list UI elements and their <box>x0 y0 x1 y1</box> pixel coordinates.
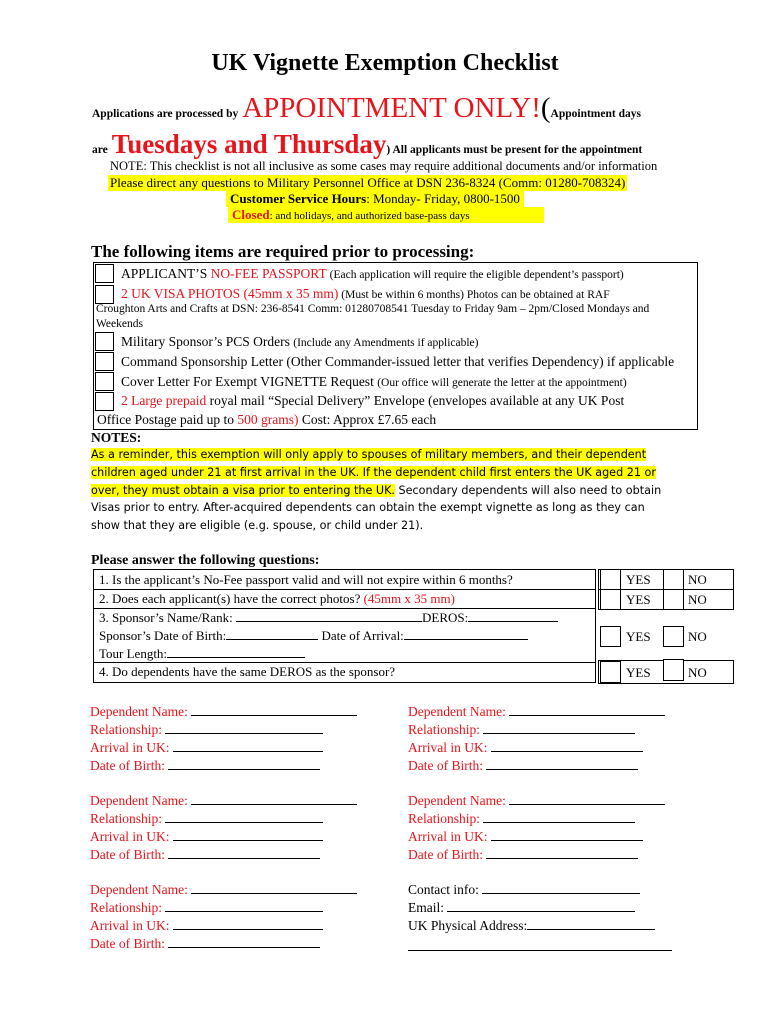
relationship-label: Relationship: <box>90 722 166 737</box>
q2-yes-checkbox[interactable] <box>600 589 621 610</box>
dependent-name-label: Dependent Name: <box>90 882 192 897</box>
envelope-weight: 500 grams) <box>237 412 299 427</box>
relationship-field[interactable] <box>165 732 323 734</box>
arrival-field[interactable] <box>491 839 643 841</box>
arrival-date-label: Date of Arrival: <box>318 628 404 643</box>
envelope-cost: Cost: Approx £7.65 each <box>298 412 437 427</box>
dob-field[interactable] <box>168 768 320 770</box>
item-photos-line2: Croughton Arts and Crafts at DSN: 236-8541 Comm: 01280708541 Tuesday to Friday 9am – 2pm/Closed Mondays and <box>96 303 650 315</box>
item-envelope-line2 <box>97 412 436 428</box>
notes-line3 <box>91 484 661 497</box>
q1-yes-label: YES <box>626 572 651 587</box>
item-photos-note: (Must be within 6 months) Photos can be obtained at RAF <box>338 289 610 301</box>
item-cover-letter <box>121 374 627 390</box>
arrival-label: Arrival in UK: <box>408 829 491 844</box>
q1-no-label: NO <box>688 572 707 587</box>
dob-label: Date of Birth: <box>408 847 487 862</box>
item-passport-label: APPLICANT’S <box>121 266 211 281</box>
hours-label: Customer Service Hours <box>230 191 367 206</box>
item-pcs-note: (Include any Amendments if applicable) <box>293 337 479 349</box>
questions-heading: Please answer the following questions: <box>91 553 320 568</box>
appointment-days-value: Tuesdays and Thursday <box>111 129 387 159</box>
item-pcs-label: Military Sponsor’s PCS Orders <box>121 334 294 349</box>
relationship-field[interactable] <box>165 910 323 912</box>
email-label: Email: <box>408 900 448 915</box>
direct-questions-text: Please direct any questions to Military Personnel Office at DSN 236-8324 (Comm: 01280-708324) <box>110 175 626 190</box>
tour-length-label: Tour Length: <box>99 646 168 661</box>
notes-line2-text: children aged under 21 at first arrival in the UK. If the dependent child first enters the UK aged 21 or <box>91 466 656 479</box>
dob-field[interactable] <box>486 768 638 770</box>
closed-value: : and holidays, and authorized base-pass days <box>269 210 470 222</box>
arrival-label: Arrival in UK: <box>90 829 173 844</box>
item-photos-line3: Weekends <box>96 318 143 330</box>
item-cover-label: Cover Letter For Exempt VIGNETTE Request <box>121 374 378 389</box>
closed-label: Closed <box>232 207 270 222</box>
item-passport <box>121 266 624 282</box>
item-envelope <box>121 393 624 409</box>
q3-yes-checkbox[interactable] <box>600 626 621 647</box>
dependent-name-field[interactable] <box>191 714 357 716</box>
email-field[interactable] <box>447 910 635 912</box>
dependent-name-field[interactable] <box>509 803 665 805</box>
relationship-label: Relationship: <box>90 900 166 915</box>
notes-line1 <box>91 448 646 461</box>
question-4: 4. Do dependents have the same DEROS as the sponsor? <box>99 664 396 679</box>
dob-label: Date of Birth: <box>408 758 487 773</box>
contact-info-label: Contact info: <box>408 882 483 897</box>
notes-line3-rest: Secondary dependents will also need to obtain <box>394 484 662 497</box>
contact-info-field[interactable] <box>482 892 640 894</box>
dependent-name-label: Dependent Name: <box>90 704 192 719</box>
relationship-field[interactable] <box>165 821 323 823</box>
q2-no-checkbox[interactable] <box>663 589 684 610</box>
dependent-name-label: Dependent Name: <box>90 793 192 808</box>
sponsor-name-label: 3. Sponsor’s Name/Rank: <box>99 610 236 625</box>
dependent-block-2 <box>408 703 665 775</box>
paren-open: ( <box>540 92 551 124</box>
are-word: are <box>92 144 108 156</box>
direct-questions <box>108 175 627 191</box>
dob-label: Date of Birth: <box>90 847 169 862</box>
checkbox-sponsorship-letter[interactable] <box>95 352 114 371</box>
item-photos <box>121 286 610 302</box>
q3-yes-label: YES <box>626 629 651 644</box>
relationship-label: Relationship: <box>90 811 166 826</box>
sponsor-dob-field[interactable] <box>226 638 318 640</box>
arrival-label: Arrival in UK: <box>90 918 173 933</box>
hours-value: : Monday- Friday, 0800-1500 <box>366 191 520 206</box>
address-field[interactable] <box>527 928 655 930</box>
relationship-field[interactable] <box>483 732 635 734</box>
q1-yes-checkbox[interactable] <box>600 569 621 590</box>
q3-no-label: NO <box>688 629 707 644</box>
service-hours <box>226 191 524 207</box>
sponsor-dob-label: Sponsor’s Date of Birth: <box>99 628 227 643</box>
item-photos-label: 2 UK VISA PHOTOS (45mm x 35 mm) <box>121 286 339 301</box>
checkbox-photos[interactable] <box>95 285 114 304</box>
deros-field[interactable] <box>468 620 558 622</box>
question-2-size: (45mm x 35 mm) <box>363 591 455 606</box>
relationship-label: Relationship: <box>408 722 484 737</box>
envelope-postage: Office Postage paid up to <box>97 412 238 427</box>
dependent-name-label: Dependent Name: <box>408 793 510 808</box>
item-passport-note: (Each application will require the eligible dependent’s passport) <box>326 269 624 281</box>
dob-label: Date of Birth: <box>90 936 169 951</box>
dependent-block-1 <box>90 703 357 775</box>
arrival-field[interactable] <box>173 750 323 752</box>
q2-no-label: NO <box>688 592 707 607</box>
arrival-label: Arrival in UK: <box>90 740 173 755</box>
q4-no-label: NO <box>688 665 707 680</box>
arrival-field[interactable] <box>173 928 323 930</box>
q4-yes-checkbox[interactable] <box>600 661 621 683</box>
checkbox-pcs-orders[interactable] <box>95 332 114 351</box>
applications-prefix: Applications are processed by <box>92 108 239 120</box>
dob-field[interactable] <box>168 857 320 859</box>
question-2-text: 2. Does each applicant(s) have the correct photos? <box>99 591 364 606</box>
days-line <box>92 129 642 160</box>
notes-line3-highlight: over, they must obtain a visa prior to entering the UK. <box>91 484 395 497</box>
item-passport-type: NO-FEE PASSPORT <box>210 266 327 281</box>
dependent-name-field[interactable] <box>191 803 357 805</box>
question-3-tour <box>99 646 305 662</box>
item-envelope-label: 2 Large prepaid <box>121 393 207 408</box>
question-1: 1. Is the applicant’s No-Fee passport valid and will not expire within 6 months? <box>99 572 513 587</box>
checkbox-cover-letter[interactable] <box>95 372 114 391</box>
q3-no-checkbox[interactable] <box>663 626 684 647</box>
arrival-field[interactable] <box>173 839 323 841</box>
page-title: UK Vignette Exemption Checklist <box>211 50 559 76</box>
item-envelope-desc: royal mail “Special Delivery” Envelope (envelopes available at any UK Post <box>206 393 625 408</box>
question-3-dob <box>99 628 528 644</box>
closed-line <box>228 207 544 223</box>
q2-yes-label: YES <box>626 592 651 607</box>
arrival-field[interactable] <box>491 750 643 752</box>
notes-line4: Visas prior to entry. After-acquired dependents can obtain the exempt vignette as long as they can <box>91 501 645 514</box>
checkbox-passport[interactable] <box>95 264 114 283</box>
item-pcs-orders <box>121 334 478 350</box>
sponsor-name-field[interactable] <box>236 620 422 622</box>
required-heading: The following items are required prior to processing: <box>91 242 475 261</box>
checkbox-envelope[interactable] <box>95 392 114 411</box>
relationship-field[interactable] <box>483 821 635 823</box>
q4-no-checkbox[interactable] <box>663 659 684 681</box>
notes-line2 <box>91 466 656 479</box>
inclusive-note: NOTE: This checklist is not all inclusive as some cases may require additional documents and/or information <box>110 159 658 173</box>
address-field-line2[interactable] <box>408 949 672 951</box>
tour-length-field[interactable] <box>167 656 305 658</box>
notes-line1-text: As a reminder, this exemption will only apply to spouses of military members, and their dependent <box>91 448 647 461</box>
dependent-block-3 <box>90 792 357 864</box>
dependent-block-4 <box>408 792 665 864</box>
appointment-days: Appointment days <box>550 108 641 120</box>
dependent-name-field[interactable] <box>509 714 665 716</box>
deros-label: DEROS: <box>421 610 469 625</box>
applicants-present-note: ) All applicants must be present for the appointment <box>386 144 643 156</box>
item-cover-note: (Our office will generate the letter at the appointment) <box>377 377 627 389</box>
arrival-label: Arrival in UK: <box>408 740 491 755</box>
dependent-block-5 <box>90 881 357 953</box>
address-label: UK Physical Address: <box>408 918 528 933</box>
question-2 <box>99 591 455 607</box>
item-sponsorship-letter: Command Sponsorship Letter (Other Commander-issued letter that verifies Dependency) if applicable <box>121 354 675 369</box>
question-3 <box>99 610 558 626</box>
notes-heading: NOTES: <box>91 430 142 445</box>
arrival-date-field[interactable] <box>404 638 528 640</box>
q1-no-checkbox[interactable] <box>663 569 684 590</box>
relationship-label: Relationship: <box>408 811 484 826</box>
dependent-name-label: Dependent Name: <box>408 704 510 719</box>
dob-field[interactable] <box>486 857 638 859</box>
dob-label: Date of Birth: <box>90 758 169 773</box>
appointment-only: APPOINTMENT ONLY! <box>242 92 541 124</box>
appointment-line <box>92 92 641 125</box>
q4-yes-label: YES <box>626 665 651 680</box>
dob-field[interactable] <box>168 946 320 948</box>
notes-line5: show that they are eligible (e.g. spouse, or child under 21). <box>91 519 424 532</box>
dependent-name-field[interactable] <box>191 892 357 894</box>
contact-block <box>408 881 672 956</box>
